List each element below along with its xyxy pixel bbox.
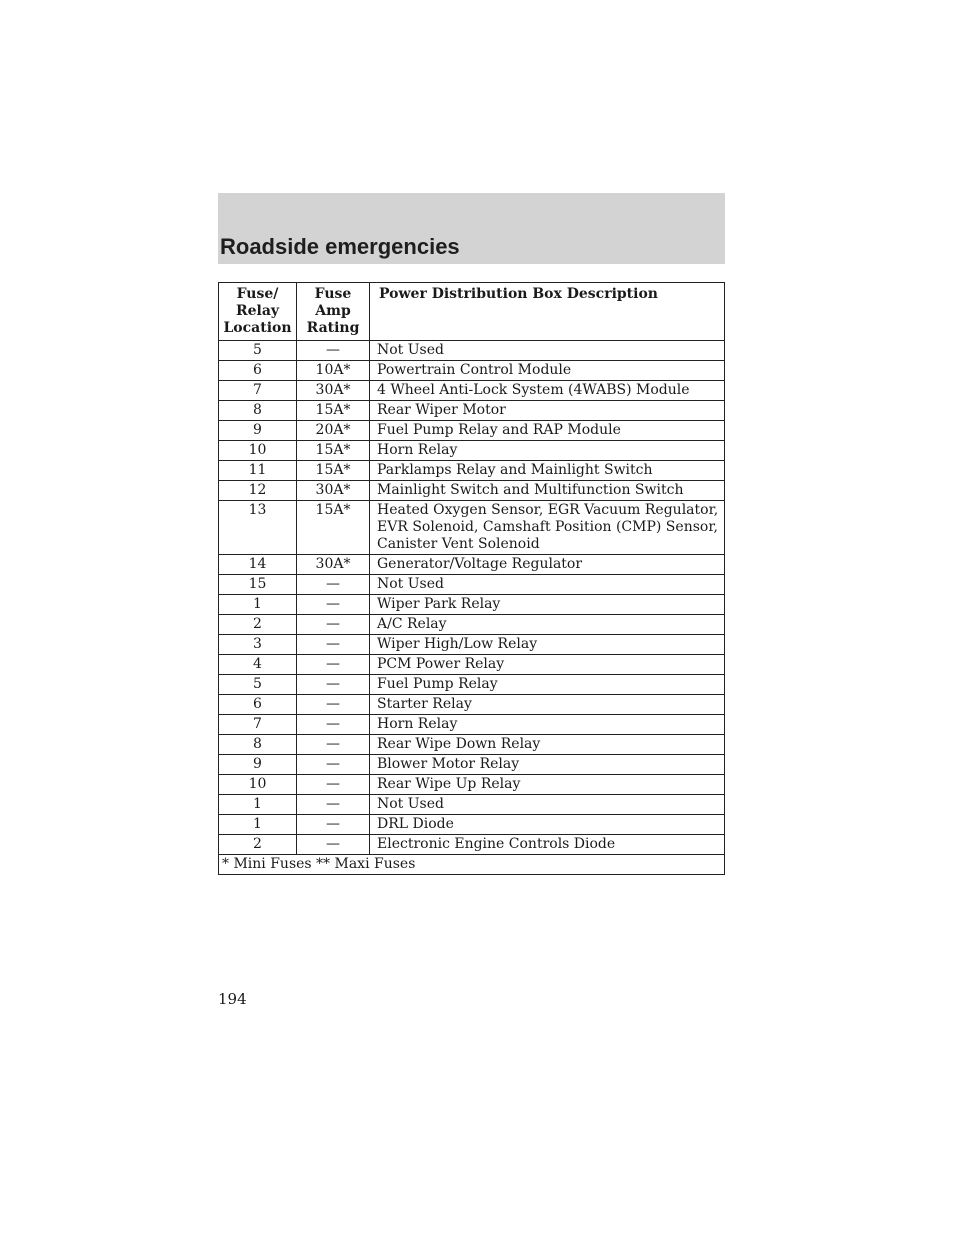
table-row (219, 361, 725, 381)
cell-description: Mainlight Switch and Multifunction Switch (370, 481, 725, 501)
cell-description: Rear Wipe Down Relay (370, 735, 725, 755)
cell-amp-rating: — (297, 635, 370, 655)
cell-location: 6 (219, 361, 297, 381)
cell-location: 13 (219, 501, 297, 555)
cell-location: 12 (219, 481, 297, 501)
cell-description: Rear Wiper Motor (370, 401, 725, 421)
cell-location: 5 (219, 675, 297, 695)
cell-location: 10 (219, 775, 297, 795)
table-row (219, 381, 725, 401)
column-header-line: Rating (306, 320, 360, 336)
cell-description: Not Used (370, 575, 725, 595)
column-header-line: Fuse (314, 286, 352, 302)
cell-amp-rating: — (297, 675, 370, 695)
table-footnote: * Mini Fuses ** Maxi Fuses (219, 855, 725, 875)
cell-description: Not Used (370, 795, 725, 815)
table-row (219, 835, 725, 855)
cell-description: DRL Diode (370, 815, 725, 835)
cell-location: 1 (219, 795, 297, 815)
cell-amp-rating: — (297, 815, 370, 835)
cell-location: 1 (219, 815, 297, 835)
table-row (219, 441, 725, 461)
table-row (219, 635, 725, 655)
cell-amp-rating: 15A* (297, 501, 370, 555)
table-row (219, 575, 725, 595)
cell-location: 3 (219, 635, 297, 655)
cell-location: 7 (219, 715, 297, 735)
cell-description: Horn Relay (370, 441, 725, 461)
cell-amp-rating: — (297, 795, 370, 815)
cell-amp-rating: — (297, 775, 370, 795)
column-header-amp (297, 283, 370, 341)
cell-location: 1 (219, 595, 297, 615)
cell-location: 11 (219, 461, 297, 481)
page-number: 194 (218, 990, 247, 1008)
cell-amp-rating: 30A* (297, 555, 370, 575)
cell-description: 4 Wheel Anti-Lock System (4WABS) Module (370, 381, 725, 401)
cell-description: Wiper High/Low Relay (370, 635, 725, 655)
cell-amp-rating: — (297, 595, 370, 615)
cell-amp-rating: 15A* (297, 441, 370, 461)
cell-amp-rating: 15A* (297, 461, 370, 481)
table-row (219, 815, 725, 835)
cell-location: 7 (219, 381, 297, 401)
table-row (219, 421, 725, 441)
cell-location: 8 (219, 401, 297, 421)
cell-location: 6 (219, 695, 297, 715)
fuse-relay-table (218, 282, 725, 875)
column-header-line: Relay (235, 303, 280, 319)
column-header-line: Power Distribution Box Description (379, 286, 658, 302)
cell-amp-rating: — (297, 341, 370, 361)
table-row (219, 675, 725, 695)
table-row (219, 555, 725, 575)
cell-description: Not Used (370, 341, 725, 361)
cell-description: Rear Wipe Up Relay (370, 775, 725, 795)
cell-location: 10 (219, 441, 297, 461)
cell-location: 15 (219, 575, 297, 595)
cell-amp-rating: 15A* (297, 401, 370, 421)
cell-amp-rating: — (297, 835, 370, 855)
cell-amp-rating: — (297, 655, 370, 675)
table-row (219, 461, 725, 481)
section-title: Roadside emergencies (220, 234, 460, 259)
table-row (219, 655, 725, 675)
cell-description: Wiper Park Relay (370, 595, 725, 615)
column-header-line: Location (223, 320, 292, 336)
cell-location: 2 (219, 835, 297, 855)
cell-description: Horn Relay (370, 715, 725, 735)
cell-amp-rating: — (297, 615, 370, 635)
cell-description: A/C Relay (370, 615, 725, 635)
column-header-description (370, 283, 725, 341)
cell-location: 9 (219, 421, 297, 441)
table-header-row (219, 283, 725, 341)
table-row (219, 401, 725, 421)
column-header-line: Amp (315, 303, 351, 319)
cell-amp-rating: — (297, 715, 370, 735)
cell-description: Generator/Voltage Regulator (370, 555, 725, 575)
table-row (219, 715, 725, 735)
cell-description: Fuel Pump Relay (370, 675, 725, 695)
cell-description: Blower Motor Relay (370, 755, 725, 775)
cell-amp-rating: — (297, 735, 370, 755)
cell-amp-rating: 30A* (297, 381, 370, 401)
table-row (219, 795, 725, 815)
table-row (219, 775, 725, 795)
table-row (219, 481, 725, 501)
cell-location: 4 (219, 655, 297, 675)
cell-amp-rating: — (297, 695, 370, 715)
column-header-line: Fuse/ (236, 286, 279, 302)
column-header-location (219, 283, 297, 341)
cell-description: Fuel Pump Relay and RAP Module (370, 421, 725, 441)
cell-location: 14 (219, 555, 297, 575)
table-row (219, 615, 725, 635)
table-row (219, 735, 725, 755)
table-body (219, 341, 725, 855)
table-row (219, 755, 725, 775)
table-row (219, 695, 725, 715)
cell-amp-rating: — (297, 755, 370, 775)
cell-description: Parklamps Relay and Mainlight Switch (370, 461, 725, 481)
cell-amp-rating: 10A* (297, 361, 370, 381)
cell-description: Heated Oxygen Sensor, EGR Vacuum Regulator, EVR Solenoid, Camshaft Position (CMP) Sensor, Canister Vent Solenoid (370, 501, 725, 555)
cell-description: Powertrain Control Module (370, 361, 725, 381)
cell-location: 2 (219, 615, 297, 635)
cell-location: 5 (219, 341, 297, 361)
table-row (219, 341, 725, 361)
cell-amp-rating: — (297, 575, 370, 595)
cell-location: 9 (219, 755, 297, 775)
cell-description: Electronic Engine Controls Diode (370, 835, 725, 855)
cell-description: PCM Power Relay (370, 655, 725, 675)
table-footnote-row (219, 855, 725, 875)
cell-amp-rating: 20A* (297, 421, 370, 441)
cell-description: Starter Relay (370, 695, 725, 715)
cell-amp-rating: 30A* (297, 481, 370, 501)
table-row (219, 501, 725, 555)
table-row (219, 595, 725, 615)
cell-location: 8 (219, 735, 297, 755)
